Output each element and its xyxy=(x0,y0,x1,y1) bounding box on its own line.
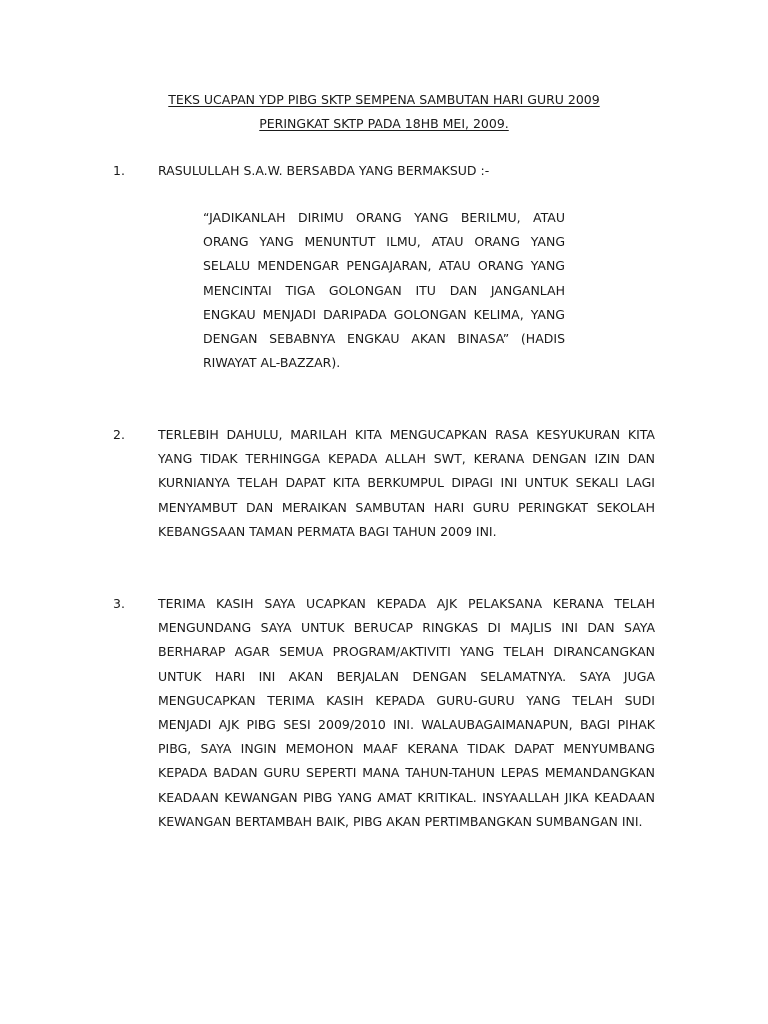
item-number-1: 1. xyxy=(113,163,125,178)
item-number-2: 2. xyxy=(113,427,125,442)
title-text-2: PERINGKAT SKTP PADA 18HB MEI, 2009. xyxy=(259,116,509,131)
title-text-1: TEKS UCAPAN YDP PIBG SKTP SEMPENA SAMBUTAN HARI GURU 2009 xyxy=(168,92,600,107)
item-number-3: 3. xyxy=(113,596,125,611)
item-text-2: TERLEBIH DAHULU, MARILAH KITA MENGUCAPKAN RASA KESYUKURAN KITA YANG TIDAK TERHINGGA KEPADA ALLAH SWT, KERANA DENGAN IZIN DAN KURNIANYA TELAH DAPAT KITA BERKUMPUL DIPAGI INI UNTUK SEKALI LAGI MENYAMBUT DAN MERAIKAN SAMBUTAN HARI GURU PERINGKAT SEKOLAH KEBANGSAAN TAMAN PERMATA BAGI TAHUN 2009 INI. xyxy=(158,427,655,539)
document-title-line-1 xyxy=(0,88,768,112)
item-text-3: TERIMA KASIH SAYA UCAPKAN KEPADA AJK PELAKSANA KERANA TELAH MENGUNDANG SAYA UNTUK BERUCAP RINGKAS DI MAJLIS INI DAN SAYA BERHARAP AGAR SEMUA PROGRAM/AKTIVITI YANG TELAH DIRANCANGKAN UNTUK HARI INI AKAN BERJALAN DENGAN SELAMATNYA. SAYA JUGA MENGUCAPKAN TERIMA KASIH KEPADA GURU-GURU YANG TELAH SUDI MENJADI AJK PIBG SESI 2009/2010 INI. WALAUBAGAIMANAPUN, BAGI PIHAK PIBG, SAYA INGIN MEMOHON MAAF KERANA TIDAK DAPAT MENYUMBANG KEPADA BADAN GURU SEPERTI MANA TAHUN-TAHUN LEPAS MEMANDANGKAN KEADAAN KEWANGAN PIBG YANG AMAT KRITIKAL. INSYAALLAH JIKA KEADAAN KEWANGAN BERTAMBAH BAIK, PIBG AKAN PERTIMBANGKAN SUMBANGAN INI. xyxy=(158,596,655,829)
item-text-1: RASULULLAH S.A.W. BERSABDA YANG BERMAKSUD :- xyxy=(158,163,490,178)
document-title-line-2 xyxy=(0,112,768,136)
hadith-quote: “JADIKANLAH DIRIMU ORANG YANG BERILMU, ATAU ORANG YANG MENUNTUT ILMU, ATAU ORANG YANG SELALU MENDENGAR PENGAJARAN, ATAU ORANG YANG MENCINTAI TIGA GOLONGAN ITU DAN JANGANLAH ENGKAU MENJADI DARIPADA GOLONGAN KELIMA, YANG DENGAN SEBABNYA ENGKAU AKAN BINASA” (HADIS RIWAYAT AL-BAZZAR). xyxy=(203,210,565,371)
